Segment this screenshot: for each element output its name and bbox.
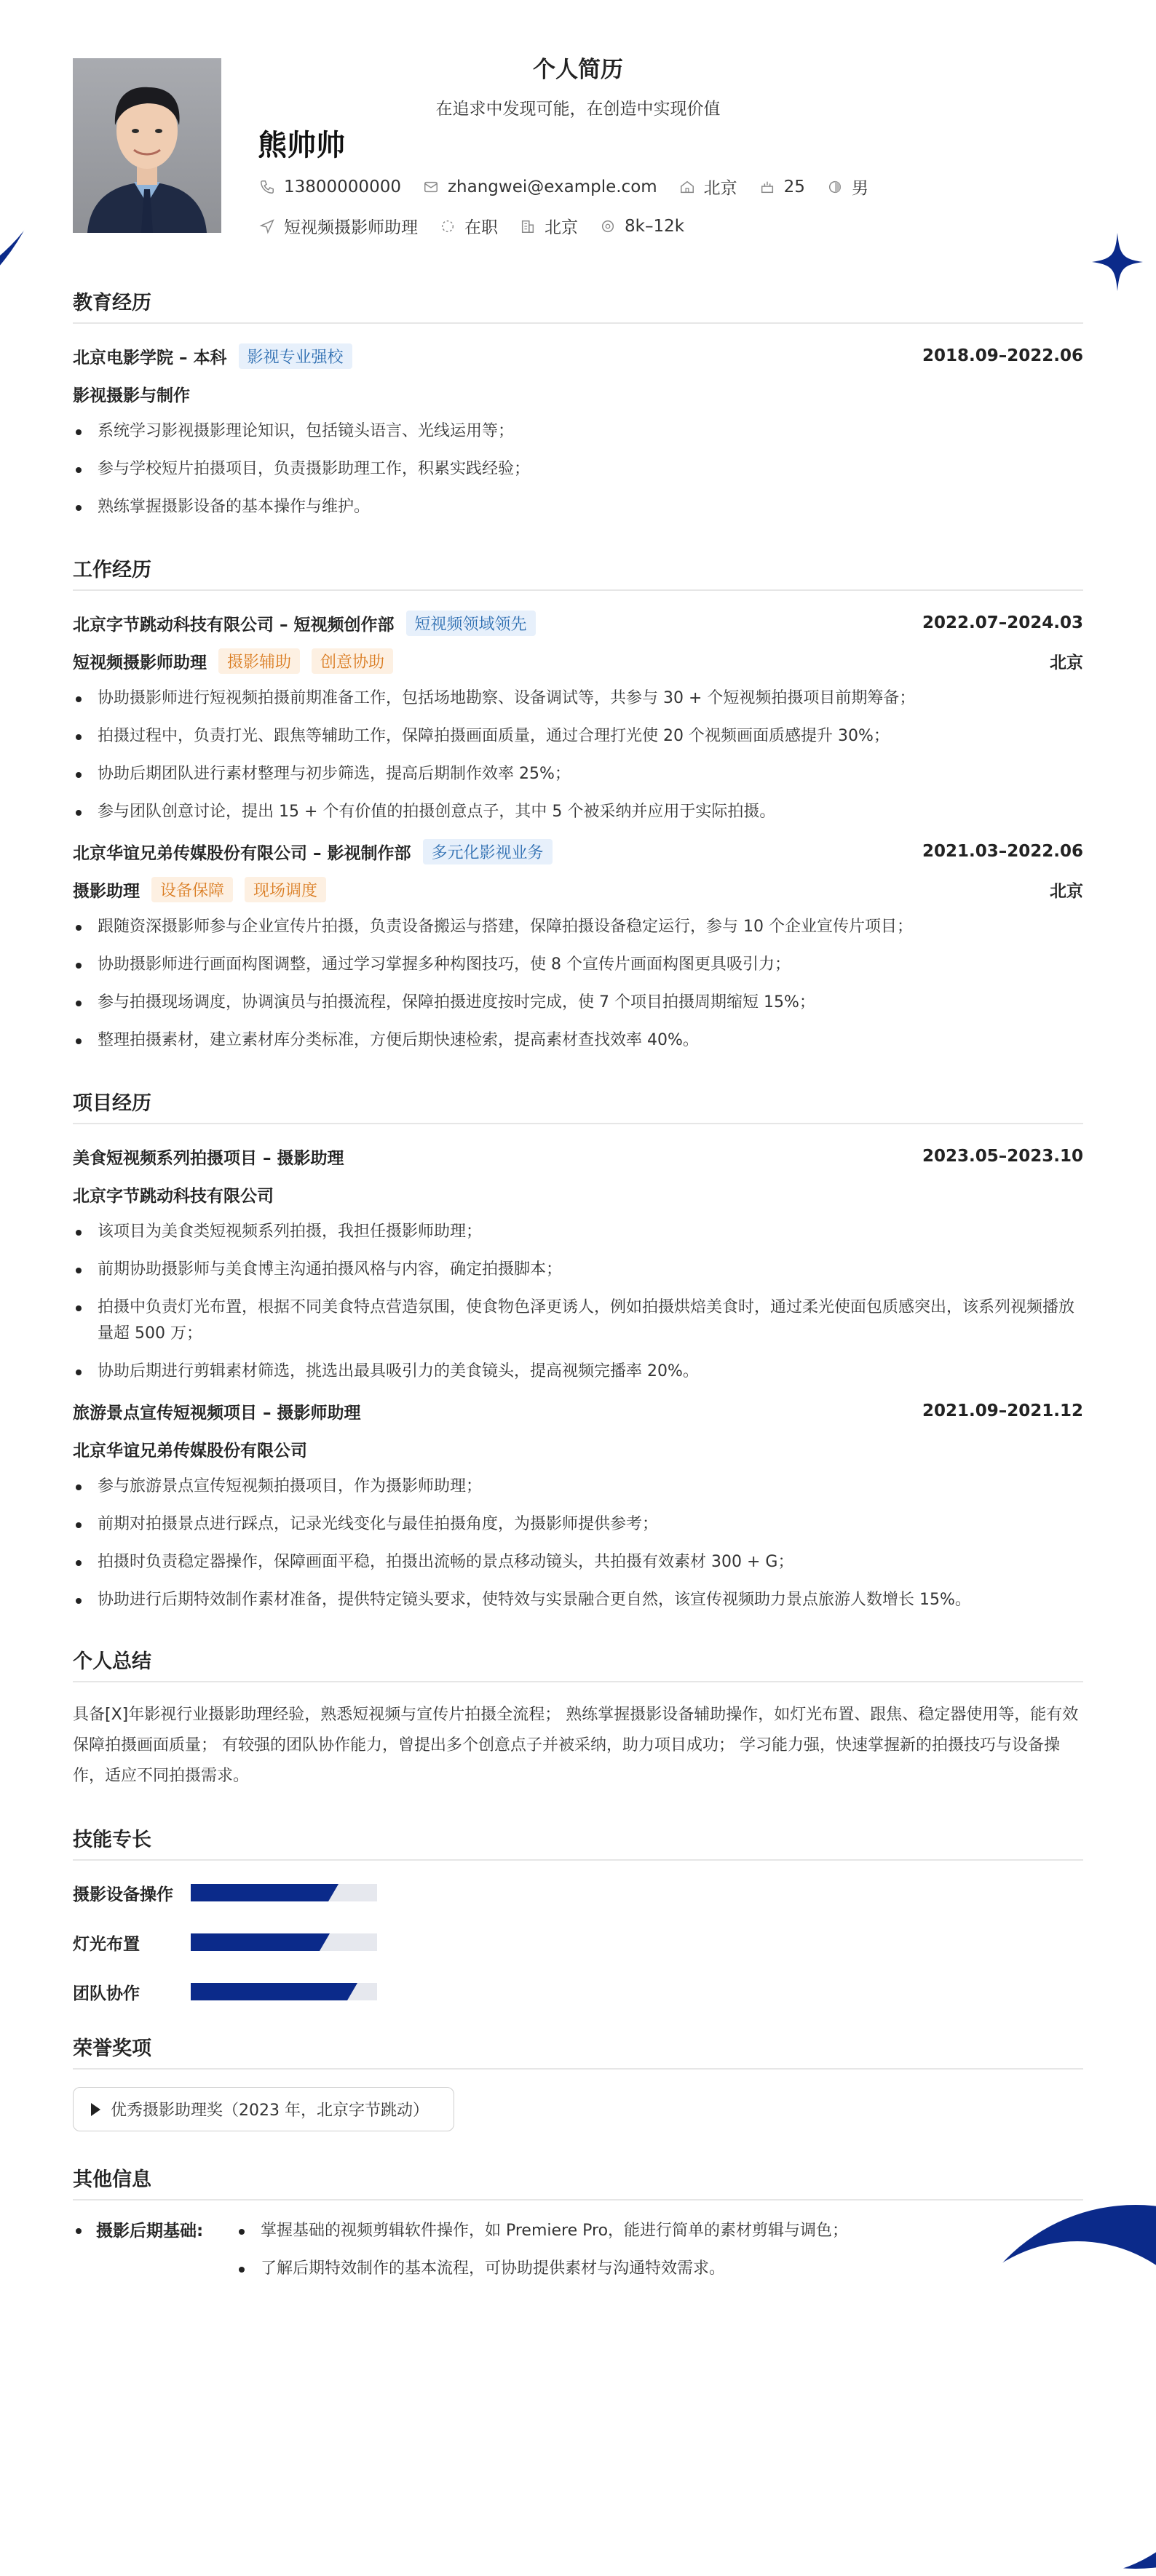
work-entry	[73, 608, 1083, 825]
role-name: 短视频摄影师助理	[73, 653, 207, 672]
work-entry-head	[73, 837, 1083, 866]
other-section	[73, 2163, 1083, 2294]
role-name: 摄影助理	[73, 881, 140, 901]
education-section	[73, 287, 1083, 520]
phone-item	[259, 178, 401, 196]
work-entry-head	[73, 608, 1083, 637]
cake-icon	[759, 179, 775, 195]
sparkle-icon	[1092, 233, 1143, 291]
bullet-dot	[76, 2228, 82, 2234]
major-line	[73, 379, 1083, 408]
skill-name: 灯光布置	[73, 1934, 140, 1954]
mail-icon	[423, 179, 439, 195]
section-title: 项目经历	[73, 1087, 1083, 1124]
list-item: 前期对拍摄景点进行踩点，记录光线变化与最佳拍摄角度，为摄影师提供参考；	[73, 1511, 1083, 1538]
list-item: 拍摄时负责稳定器操作，保障画面平稳，拍摄出流畅的景点移动镜头，共拍摄有效素材 300 + G；	[73, 1549, 1083, 1575]
building-icon	[520, 218, 536, 234]
list-item: 拍摄中负责灯光布置，根据不同美食特点营造氛围，使食物色泽更诱人，例如拍摄烘焙美食时，通过柔光使面包质感突出，该系列视频播放量超 500 万；	[73, 1295, 1083, 1347]
company-tag: 多元化影视业务	[423, 839, 553, 864]
section-title: 个人总结	[73, 1645, 1083, 1682]
target-job-text: 短视频摄影师助理	[284, 218, 418, 237]
list-item: 了解后期特效制作的基本流程，可协助提供素材与沟通特效需求。	[236, 2256, 848, 2282]
award-text: 优秀摄影助理奖（2023 年，北京字节跳动）	[111, 2102, 429, 2120]
list-item: 前期协助摄影师与美食博主沟通拍摄风格与内容，确定拍摄脚本；	[73, 1257, 1083, 1283]
phone-icon	[259, 179, 275, 195]
list-item: 参与团队创意讨论，提出 15 + 个有价值的拍摄创意点子，其中 5 个被采纳并应用于实际拍摄。	[73, 799, 1083, 825]
section-title: 其他信息	[73, 2163, 1083, 2201]
work-section	[73, 554, 1083, 1054]
project-name: 旅游景点宣传短视频项目 – 摄影师助理	[73, 1403, 361, 1423]
email-text: zhangwei@example.com	[447, 177, 657, 196]
skill-name: 摄影设备操作	[73, 1885, 173, 1904]
project-bullets	[73, 1474, 1083, 1613]
role-tag: 创意协助	[312, 648, 393, 674]
hometown-item	[679, 175, 737, 199]
school-name: 北京电影学院 – 本科	[73, 348, 227, 367]
list-item: 参与旅游景点宣传短视频拍摄项目，作为摄影师助理；	[73, 1474, 1083, 1500]
hometown-text: 北京	[703, 179, 737, 198]
contact-row	[259, 175, 890, 199]
major-name: 影视摄影与制作	[73, 386, 190, 405]
gender-text: 男	[851, 179, 868, 198]
resume-header	[73, 0, 1083, 240]
project-name: 美食短视频系列拍摄项目 – 摄影助理	[73, 1148, 344, 1168]
project-entry	[73, 1396, 1083, 1613]
gender-icon	[827, 179, 843, 195]
title-block	[73, 51, 1083, 119]
projects-section	[73, 1087, 1083, 1613]
list-item: 系统学习影视摄影理论知识，包括镜头语言、光线运用等；	[73, 418, 1083, 445]
role-line	[73, 875, 1083, 904]
project-bullets	[73, 1219, 1083, 1385]
doc-title: 个人简历	[533, 57, 623, 83]
work-city: 北京	[1050, 881, 1083, 901]
list-item: 该项目为美食类短视频系列拍摄，我担任摄影师助理；	[73, 1219, 1083, 1245]
other-info	[73, 2218, 1083, 2294]
status-item	[440, 214, 498, 238]
status-text: 在职	[464, 218, 498, 237]
list-item: 协助后期团队进行素材整理与初步筛选，提高后期制作效率 25%；	[73, 761, 1083, 787]
project-org: 北京字节跳动科技有限公司	[73, 1186, 274, 1206]
company-name: 北京字节跳动科技有限公司 – 短视频创作部	[73, 615, 395, 635]
list-item: 整理拍摄素材，建立素材库分类标准，方便后期快速检索，提高素材查找效率 40%。	[73, 1027, 1083, 1054]
coin-icon	[600, 218, 616, 234]
list-item: 协助进行后期特效制作素材准备，提供特定镜头要求，使特效与实景融合更自然，该宣传视频助力景点旅游人数增长 15%。	[73, 1587, 1083, 1613]
phone-text: 13800000000	[284, 177, 401, 196]
job-intent-row	[259, 214, 706, 238]
age-text: 25	[783, 177, 805, 196]
summary-section	[73, 1645, 1083, 1792]
project-org-line	[73, 1434, 1083, 1463]
project-date: 2023.05–2023.10	[922, 1147, 1083, 1166]
summary-text: 具备[X]年影视行业摄影助理经验，熟悉短视频与宣传片拍摄全流程； 熟练掌握摄影设备辅助操作，如灯光布置、跟焦、稳定器使用等，能有效保障拍摄画面质量； 有较强的团队协作能力，曾提出多个创意点子并被采纳，助力项目成功； 学习能力强，快速掌握新的拍摄技巧与设备操作，适应不同拍摄需求。	[73, 1706, 1079, 1785]
other-label	[73, 2218, 236, 2294]
email-item	[423, 178, 657, 196]
gender-item	[827, 175, 868, 199]
salary-item	[600, 217, 684, 236]
project-entry-head	[73, 1142, 1083, 1171]
skill-item	[73, 1928, 587, 1957]
role-line	[73, 646, 1083, 675]
project-org-line	[73, 1180, 1083, 1209]
section-title: 技能专长	[73, 1824, 1083, 1861]
candidate-name: 熊帅帅	[258, 129, 345, 162]
skill-bar	[191, 1983, 377, 2000]
company-tag: 短视频领域领先	[406, 611, 536, 636]
skill-item	[73, 1977, 587, 2006]
award-toggle[interactable]	[73, 2087, 454, 2131]
skill-fill	[191, 1884, 328, 1901]
skills-list	[73, 1878, 1083, 2027]
work-city: 北京	[1050, 653, 1083, 672]
section-title: 荣誉奖项	[73, 2032, 1083, 2070]
target-job-item	[259, 214, 418, 238]
role-tag: 现场调度	[245, 877, 326, 902]
skill-bar	[191, 1884, 377, 1901]
work-date: 2022.07–2024.03	[922, 613, 1083, 632]
section-title: 教育经历	[73, 287, 1083, 324]
skill-bar	[191, 1933, 377, 1951]
age-item	[759, 178, 805, 196]
section-title: 工作经历	[73, 554, 1083, 591]
skill-fill	[191, 1983, 347, 2000]
skill-item	[73, 1878, 587, 1907]
work-entry	[73, 837, 1083, 1054]
project-org: 北京华谊兄弟传媒股份有限公司	[73, 1441, 307, 1460]
target-city-text: 北京	[545, 218, 578, 237]
resume-page	[73, 0, 1083, 2294]
work-bullets	[73, 914, 1083, 1054]
other-label-text: 摄影后期基础:	[96, 2222, 204, 2241]
list-item: 参与学校短片拍摄项目，负责摄影助理工作，积累实践经验；	[73, 456, 1083, 482]
list-item: 协助摄影师进行短视频拍摄前期准备工作，包括场地勘察、设备调试等，共参与 30 + 个短视频拍摄项目前期筹备；	[73, 685, 1083, 712]
list-item: 参与拍摄现场调度，协调演员与拍摄流程，保障拍摄进度按时完成，使 7 个项目拍摄周期缩短 15%；	[73, 990, 1083, 1016]
project-entry	[73, 1142, 1083, 1385]
school-tag: 影视专业强校	[239, 343, 352, 369]
education-date: 2018.09–2022.06	[922, 346, 1083, 365]
education-bullets	[73, 418, 1083, 520]
caret-right-icon	[91, 2103, 100, 2116]
salary-text: 8k–12k	[625, 216, 685, 236]
project-date: 2021.09–2021.12	[922, 1402, 1083, 1420]
honors-section	[73, 2032, 1083, 2131]
list-item: 熟练掌握摄影设备的基本操作与维护。	[73, 494, 1083, 520]
loader-icon	[440, 218, 456, 234]
list-item: 跟随资深摄影师参与企业宣传片拍摄，负责设备搬运与搭建，保障拍摄设备稳定运行，参与 10 个企业宣传片项目；	[73, 914, 1083, 940]
list-item: 掌握基础的视频剪辑软件操作，如 Premiere Pro，能进行简单的素材剪辑与调色；	[236, 2218, 848, 2244]
other-bullets	[236, 2218, 848, 2294]
target-city-item	[520, 214, 578, 238]
send-icon	[259, 218, 275, 234]
role-tag: 摄影辅助	[218, 648, 300, 674]
education-entry-head	[73, 341, 1083, 370]
skill-fill	[191, 1933, 320, 1951]
motto: 在追求中发现可能，在创造中实现价值	[435, 100, 721, 119]
skills-section	[73, 1824, 1083, 2027]
list-item: 协助后期进行剪辑素材筛选，挑选出最具吸引力的美食镜头，提高视频完播率 20%。	[73, 1359, 1083, 1385]
list-item: 协助摄影师进行画面构图调整，通过学习掌握多种构图技巧，使 8 个宣传片画面构图更具吸引力；	[73, 952, 1083, 978]
work-date: 2021.03–2022.06	[922, 842, 1083, 861]
company-name: 北京华谊兄弟传媒股份有限公司 – 影视制作部	[73, 843, 411, 863]
list-item: 拍摄过程中，负责打光、跟焦等辅助工作，保障拍摄画面质量，通过合理打光使 20 个视频画面质感提升 30%；	[73, 723, 1083, 750]
project-entry-head	[73, 1396, 1083, 1426]
skill-name: 团队协作	[73, 1984, 140, 2003]
work-bullets	[73, 685, 1083, 825]
home-icon	[679, 179, 695, 195]
role-tag: 设备保障	[151, 877, 233, 902]
